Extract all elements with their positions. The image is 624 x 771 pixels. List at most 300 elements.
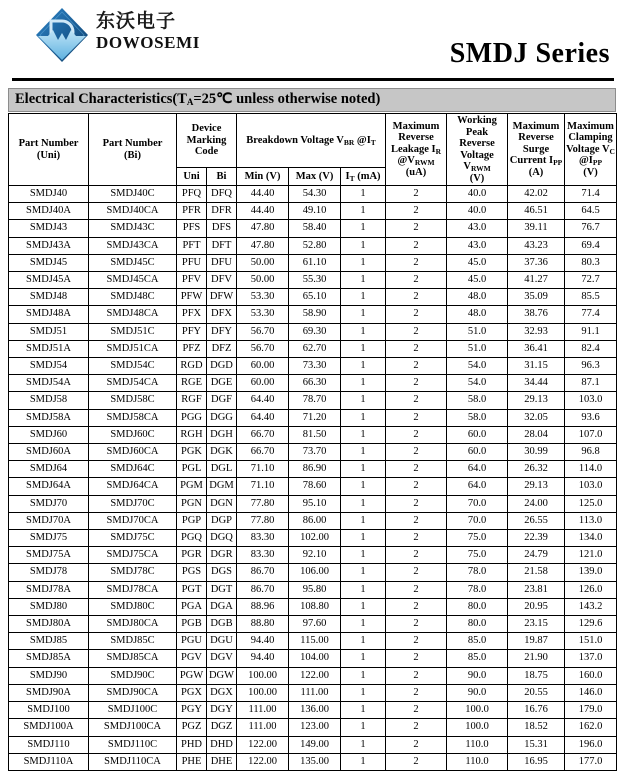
- cell-clamping-voltage: 151.0: [565, 633, 617, 650]
- cell-part-number-bi: SMDJ45C: [89, 254, 177, 271]
- cell-breakdown-min: 44.40: [237, 186, 289, 203]
- cell-surge-current: 34.44: [508, 375, 565, 392]
- cell-part-number-uni: SMDJ110A: [9, 753, 89, 770]
- cell-clamping-voltage: 107.0: [565, 426, 617, 443]
- cell-marking-bi: DGB: [207, 616, 237, 633]
- cell-working-voltage: 64.0: [447, 461, 508, 478]
- cell-marking-bi: DGE: [207, 375, 237, 392]
- cell-clamping-voltage: 69.4: [565, 237, 617, 254]
- cell-part-number-uni: SMDJ90: [9, 667, 89, 684]
- cell-part-number-uni: SMDJ100A: [9, 719, 89, 736]
- col-marking-line3: Code: [194, 146, 219, 158]
- cell-marking-uni: PHD: [177, 736, 207, 753]
- cell-test-current: 1: [341, 547, 386, 564]
- col-vc-line3: Voltage $V_C$: [566, 143, 615, 156]
- cell-breakdown-max: 73.30: [289, 358, 341, 375]
- cell-marking-uni: PGT: [177, 581, 207, 598]
- cell-surge-current: 42.02: [508, 186, 565, 203]
- header-divider: [12, 78, 614, 81]
- cell-marking-uni: PGY: [177, 702, 207, 719]
- table-row: [9, 409, 617, 426]
- cell-marking-uni: RGD: [177, 358, 207, 375]
- cell-marking-bi: DGM: [207, 478, 237, 495]
- cell-part-number-uni: SMDJ60A: [9, 444, 89, 461]
- cell-working-voltage: 80.0: [447, 598, 508, 615]
- cell-reverse-leakage: 2: [386, 186, 447, 203]
- col-device-marking-code: [177, 114, 237, 168]
- cell-working-voltage: 75.0: [447, 547, 508, 564]
- cell-test-current: 1: [341, 375, 386, 392]
- cell-part-number-bi: SMDJ75CA: [89, 547, 177, 564]
- cell-test-current: 1: [341, 736, 386, 753]
- cell-breakdown-min: 86.70: [237, 564, 289, 581]
- cell-marking-bi: DGU: [207, 633, 237, 650]
- cell-part-number-bi: SMDJ43C: [89, 220, 177, 237]
- cell-working-voltage: 45.0: [447, 272, 508, 289]
- header-row-main: [9, 114, 617, 168]
- cell-surge-current: 16.76: [508, 702, 565, 719]
- cell-reverse-leakage: 2: [386, 753, 447, 770]
- cell-clamping-voltage: 80.3: [565, 254, 617, 271]
- table-row: [9, 272, 617, 289]
- cell-part-number-uni: SMDJ43A: [9, 237, 89, 254]
- cell-part-number-bi: SMDJ85C: [89, 633, 177, 650]
- cell-breakdown-max: 115.00: [289, 633, 341, 650]
- cell-part-number-bi: SMDJ60CA: [89, 444, 177, 461]
- cell-marking-bi: DFR: [207, 203, 237, 220]
- section-title-suffix: =25℃ unless otherwise noted): [193, 91, 381, 107]
- table-row: [9, 512, 617, 529]
- col-vc-line2: Clamping: [568, 132, 613, 144]
- cell-working-voltage: 78.0: [447, 564, 508, 581]
- cell-part-number-bi: SMDJ51CA: [89, 340, 177, 357]
- table-row: [9, 444, 617, 461]
- cell-working-voltage: 110.0: [447, 753, 508, 770]
- cell-part-number-uni: SMDJ60: [9, 426, 89, 443]
- cell-working-voltage: 58.0: [447, 409, 508, 426]
- cell-marking-bi: DGT: [207, 581, 237, 598]
- cell-test-current: 1: [341, 323, 386, 340]
- col-vrwm-line3: Voltage: [460, 149, 494, 161]
- col-part-number-bi: [89, 114, 177, 186]
- cell-surge-current: 15.31: [508, 736, 565, 753]
- cell-test-current: 1: [341, 358, 386, 375]
- cell-clamping-voltage: 196.0: [565, 736, 617, 753]
- cell-marking-bi: DGF: [207, 392, 237, 409]
- cell-marking-uni: PFU: [177, 254, 207, 271]
- cell-breakdown-max: 86.00: [289, 512, 341, 529]
- cell-part-number-uni: SMDJ78A: [9, 581, 89, 598]
- page-header: [0, 0, 624, 84]
- cell-part-number-uni: SMDJ45: [9, 254, 89, 271]
- col-breakdown-text: Breakdown Voltage V: [246, 134, 344, 146]
- cell-part-number-uni: SMDJ40A: [9, 203, 89, 220]
- cell-working-voltage: 90.0: [447, 684, 508, 701]
- cell-test-current: 1: [341, 478, 386, 495]
- cell-working-voltage: 45.0: [447, 254, 508, 271]
- col-marking-line1: Device: [191, 123, 222, 135]
- brand-name-cn: 东沃电子: [96, 10, 177, 32]
- cell-surge-current: 29.13: [508, 478, 565, 495]
- cell-part-number-bi: SMDJ40C: [89, 186, 177, 203]
- cell-reverse-leakage: 2: [386, 254, 447, 271]
- col-vc-line5: (V): [583, 166, 598, 178]
- table-row: [9, 254, 617, 271]
- cell-marking-uni: PGV: [177, 650, 207, 667]
- cell-test-current: 1: [341, 272, 386, 289]
- cell-part-number-uni: SMDJ51: [9, 323, 89, 340]
- cell-surge-current: 39.11: [508, 220, 565, 237]
- cell-part-number-bi: SMDJ100C: [89, 702, 177, 719]
- cell-surge-current: 41.27: [508, 272, 565, 289]
- cell-reverse-leakage: 2: [386, 444, 447, 461]
- electrical-characteristics-table: [8, 113, 617, 771]
- cell-clamping-voltage: 64.5: [565, 203, 617, 220]
- cell-breakdown-min: 88.96: [237, 598, 289, 615]
- cell-marking-uni: PGB: [177, 616, 207, 633]
- cell-reverse-leakage: 2: [386, 598, 447, 615]
- cell-part-number-uni: SMDJ43: [9, 220, 89, 237]
- cell-reverse-leakage: 2: [386, 495, 447, 512]
- cell-marking-bi: DGZ: [207, 719, 237, 736]
- cell-marking-bi: DGA: [207, 598, 237, 615]
- col-leak-line5: (uA): [405, 166, 427, 178]
- cell-working-voltage: 40.0: [447, 203, 508, 220]
- cell-working-voltage: 70.0: [447, 512, 508, 529]
- cell-test-current: 1: [341, 684, 386, 701]
- cell-working-voltage: 80.0: [447, 616, 508, 633]
- page-title: SMDJ Series: [449, 38, 610, 69]
- cell-marking-uni: PGZ: [177, 719, 207, 736]
- cell-test-current: 1: [341, 203, 386, 220]
- cell-part-number-uni: SMDJ85A: [9, 650, 89, 667]
- cell-part-number-uni: SMDJ70A: [9, 512, 89, 529]
- cell-breakdown-min: 53.30: [237, 306, 289, 323]
- cell-breakdown-max: 92.10: [289, 547, 341, 564]
- subcol-marking-bi: Bi: [207, 168, 237, 186]
- cell-clamping-voltage: 137.0: [565, 650, 617, 667]
- cell-clamping-voltage: 129.6: [565, 616, 617, 633]
- cell-breakdown-max: 81.50: [289, 426, 341, 443]
- cell-reverse-leakage: 2: [386, 237, 447, 254]
- table-row: [9, 598, 617, 615]
- cell-part-number-uni: SMDJ75: [9, 530, 89, 547]
- cell-part-number-uni: SMDJ54: [9, 358, 89, 375]
- cell-working-voltage: 51.0: [447, 340, 508, 357]
- table-row: [9, 616, 617, 633]
- cell-part-number-bi: SMDJ110C: [89, 736, 177, 753]
- cell-surge-current: 38.76: [508, 306, 565, 323]
- table-row: [9, 461, 617, 478]
- cell-clamping-voltage: 139.0: [565, 564, 617, 581]
- cell-clamping-voltage: 91.1: [565, 323, 617, 340]
- cell-marking-bi: DFX: [207, 306, 237, 323]
- cell-test-current: 1: [341, 530, 386, 547]
- cell-test-current: 1: [341, 392, 386, 409]
- cell-marking-bi: DFS: [207, 220, 237, 237]
- cell-breakdown-min: 47.80: [237, 220, 289, 237]
- cell-working-voltage: 43.0: [447, 237, 508, 254]
- cell-clamping-voltage: 160.0: [565, 667, 617, 684]
- cell-marking-uni: PGQ: [177, 530, 207, 547]
- cell-marking-bi: DGP: [207, 512, 237, 529]
- table-row: [9, 702, 617, 719]
- cell-part-number-bi: SMDJ48CA: [89, 306, 177, 323]
- cell-reverse-leakage: 2: [386, 358, 447, 375]
- cell-clamping-voltage: 87.1: [565, 375, 617, 392]
- col-breakdown-at: @I: [356, 134, 371, 146]
- cell-marking-uni: PGM: [177, 478, 207, 495]
- cell-breakdown-max: 95.10: [289, 495, 341, 512]
- cell-surge-current: 24.00: [508, 495, 565, 512]
- cell-surge-current: 20.55: [508, 684, 565, 701]
- cell-breakdown-max: 102.00: [289, 530, 341, 547]
- cell-surge-current: 21.90: [508, 650, 565, 667]
- col-ipp-line1: Maximum: [512, 120, 560, 132]
- cell-part-number-bi: SMDJ90CA: [89, 684, 177, 701]
- cell-reverse-leakage: 2: [386, 530, 447, 547]
- cell-part-number-bi: SMDJ60C: [89, 426, 177, 443]
- cell-breakdown-max: 136.00: [289, 702, 341, 719]
- cell-test-current: 1: [341, 186, 386, 203]
- cell-breakdown-max: 86.90: [289, 461, 341, 478]
- cell-breakdown-min: 77.80: [237, 512, 289, 529]
- cell-reverse-leakage: 2: [386, 633, 447, 650]
- cell-part-number-uni: SMDJ48A: [9, 306, 89, 323]
- cell-test-current: 1: [341, 254, 386, 271]
- col-leak-line4: $@V_{RWM}$: [397, 155, 435, 168]
- cell-breakdown-max: 108.80: [289, 598, 341, 615]
- cell-part-number-bi: SMDJ78CA: [89, 581, 177, 598]
- cell-test-current: 1: [341, 426, 386, 443]
- table-row: [9, 753, 617, 770]
- cell-working-voltage: 48.0: [447, 289, 508, 306]
- table-row: [9, 564, 617, 581]
- cell-breakdown-max: 122.00: [289, 667, 341, 684]
- cell-surge-current: 20.95: [508, 598, 565, 615]
- cell-clamping-voltage: 96.3: [565, 358, 617, 375]
- table-row: [9, 237, 617, 254]
- cell-test-current: 1: [341, 598, 386, 615]
- cell-test-current: 1: [341, 340, 386, 357]
- cell-part-number-bi: SMDJ43CA: [89, 237, 177, 254]
- cell-breakdown-min: 122.00: [237, 753, 289, 770]
- cell-marking-bi: DGR: [207, 547, 237, 564]
- cell-marking-uni: PGU: [177, 633, 207, 650]
- table-row: [9, 547, 617, 564]
- cell-surge-current: 22.39: [508, 530, 565, 547]
- col-marking-line2: Marking: [186, 134, 227, 146]
- cell-reverse-leakage: 2: [386, 547, 447, 564]
- cell-reverse-leakage: 2: [386, 512, 447, 529]
- cell-working-voltage: 75.0: [447, 530, 508, 547]
- cell-reverse-leakage: 2: [386, 426, 447, 443]
- cell-marking-bi: DFT: [207, 237, 237, 254]
- cell-breakdown-min: 122.00: [237, 736, 289, 753]
- cell-part-number-uni: SMDJ54A: [9, 375, 89, 392]
- electrical-characteristics-table-wrap: [8, 113, 616, 771]
- cell-breakdown-min: 83.30: [237, 530, 289, 547]
- cell-test-current: 1: [341, 237, 386, 254]
- cell-reverse-leakage: 2: [386, 581, 447, 598]
- cell-surge-current: 43.23: [508, 237, 565, 254]
- cell-clamping-voltage: 126.0: [565, 581, 617, 598]
- subcol-breakdown-max: Max (V): [289, 168, 341, 186]
- table-body: [9, 186, 617, 771]
- brand-logo: [34, 6, 200, 64]
- cell-part-number-bi: SMDJ78C: [89, 564, 177, 581]
- cell-surge-current: 37.36: [508, 254, 565, 271]
- cell-test-current: 1: [341, 512, 386, 529]
- table-row: [9, 340, 617, 357]
- cell-part-number-uni: SMDJ80A: [9, 616, 89, 633]
- cell-surge-current: 31.15: [508, 358, 565, 375]
- cell-reverse-leakage: 2: [386, 684, 447, 701]
- col-ipp-line4: Current $I_{PP}$: [509, 155, 563, 168]
- table-row: [9, 650, 617, 667]
- cell-clamping-voltage: 121.0: [565, 547, 617, 564]
- cell-marking-uni: PGL: [177, 461, 207, 478]
- col-max-reverse-leakage: [386, 114, 447, 186]
- cell-marking-bi: DGH: [207, 426, 237, 443]
- cell-part-number-bi: SMDJ54CA: [89, 375, 177, 392]
- cell-breakdown-max: 135.00: [289, 753, 341, 770]
- cell-breakdown-max: 95.80: [289, 581, 341, 598]
- cell-breakdown-min: 100.00: [237, 667, 289, 684]
- cell-test-current: 1: [341, 220, 386, 237]
- cell-part-number-bi: SMDJ45CA: [89, 272, 177, 289]
- cell-reverse-leakage: 2: [386, 616, 447, 633]
- cell-breakdown-min: 56.70: [237, 340, 289, 357]
- cell-part-number-bi: SMDJ48C: [89, 289, 177, 306]
- col-breakdown-sub: BR: [343, 137, 355, 147]
- cell-clamping-voltage: 76.7: [565, 220, 617, 237]
- cell-breakdown-min: 60.00: [237, 358, 289, 375]
- cell-clamping-voltage: 82.4: [565, 340, 617, 357]
- cell-part-number-bi: SMDJ90C: [89, 667, 177, 684]
- cell-surge-current: 26.55: [508, 512, 565, 529]
- cell-marking-bi: DGL: [207, 461, 237, 478]
- col-leak-line1: Maximum: [392, 120, 440, 132]
- col-vrwm-line4: $V_{RWM}$: [463, 161, 491, 173]
- section-title-sub: A: [186, 97, 194, 107]
- cell-marking-bi: DFQ: [207, 186, 237, 203]
- cell-clamping-voltage: 179.0: [565, 702, 617, 719]
- table-row: [9, 719, 617, 736]
- cell-working-voltage: 90.0: [447, 667, 508, 684]
- cell-surge-current: 19.87: [508, 633, 565, 650]
- cell-marking-bi: DGN: [207, 495, 237, 512]
- cell-marking-uni: PFV: [177, 272, 207, 289]
- cell-test-current: 1: [341, 495, 386, 512]
- table-row: [9, 306, 617, 323]
- cell-working-voltage: 48.0: [447, 306, 508, 323]
- cell-clamping-voltage: 93.6: [565, 409, 617, 426]
- cell-part-number-bi: SMDJ75C: [89, 530, 177, 547]
- cell-part-number-bi: SMDJ70C: [89, 495, 177, 512]
- cell-breakdown-min: 94.40: [237, 650, 289, 667]
- cell-clamping-voltage: 77.4: [565, 306, 617, 323]
- col-breakdown-at-sub: T: [370, 137, 376, 147]
- cell-reverse-leakage: 2: [386, 392, 447, 409]
- col-vrwm-line1: Working: [457, 115, 497, 126]
- cell-marking-uni: PGN: [177, 495, 207, 512]
- cell-surge-current: 23.81: [508, 581, 565, 598]
- cell-marking-bi: DHE: [207, 753, 237, 770]
- cell-marking-uni: PGK: [177, 444, 207, 461]
- cell-part-number-uni: SMDJ100: [9, 702, 89, 719]
- cell-marking-bi: DGS: [207, 564, 237, 581]
- cell-breakdown-min: 94.40: [237, 633, 289, 650]
- cell-breakdown-max: 62.70: [289, 340, 341, 357]
- cell-clamping-voltage: 114.0: [565, 461, 617, 478]
- cell-part-number-bi: SMDJ40CA: [89, 203, 177, 220]
- cell-surge-current: 16.95: [508, 753, 565, 770]
- cell-marking-uni: PFR: [177, 203, 207, 220]
- cell-surge-current: 28.04: [508, 426, 565, 443]
- cell-working-voltage: 100.0: [447, 702, 508, 719]
- cell-reverse-leakage: 2: [386, 220, 447, 237]
- cell-breakdown-max: 65.10: [289, 289, 341, 306]
- cell-breakdown-min: 71.10: [237, 478, 289, 495]
- col-part-bi-line1: Part Number: [102, 138, 163, 149]
- col-max-clamping-voltage: [565, 114, 617, 186]
- cell-test-current: 1: [341, 581, 386, 598]
- table-row: [9, 530, 617, 547]
- cell-surge-current: 35.09: [508, 289, 565, 306]
- cell-surge-current: 36.41: [508, 340, 565, 357]
- cell-surge-current: 26.32: [508, 461, 565, 478]
- cell-breakdown-max: 54.30: [289, 186, 341, 203]
- cell-reverse-leakage: 2: [386, 340, 447, 357]
- cell-marking-bi: DFY: [207, 323, 237, 340]
- cell-breakdown-max: 106.00: [289, 564, 341, 581]
- cell-reverse-leakage: 2: [386, 667, 447, 684]
- cell-test-current: 1: [341, 719, 386, 736]
- cell-surge-current: 32.93: [508, 323, 565, 340]
- cell-marking-uni: PFW: [177, 289, 207, 306]
- cell-breakdown-max: 111.00: [289, 684, 341, 701]
- cell-part-number-uni: SMDJ45A: [9, 272, 89, 289]
- cell-marking-uni: PGP: [177, 512, 207, 529]
- cell-reverse-leakage: 2: [386, 461, 447, 478]
- cell-part-number-bi: SMDJ51C: [89, 323, 177, 340]
- table-row: [9, 426, 617, 443]
- col-part-uni-line1: Part Number: [18, 138, 79, 149]
- cell-marking-bi: DGQ: [207, 530, 237, 547]
- cell-test-current: 1: [341, 306, 386, 323]
- cell-reverse-leakage: 2: [386, 478, 447, 495]
- cell-part-number-bi: SMDJ100CA: [89, 719, 177, 736]
- cell-marking-uni: PGX: [177, 684, 207, 701]
- cell-clamping-voltage: 162.0: [565, 719, 617, 736]
- cell-part-number-bi: SMDJ54C: [89, 358, 177, 375]
- cell-breakdown-min: 88.80: [237, 616, 289, 633]
- cell-breakdown-min: 64.40: [237, 392, 289, 409]
- col-ipp-line5: (A): [528, 166, 544, 178]
- cell-marking-bi: DGV: [207, 650, 237, 667]
- table-row: [9, 684, 617, 701]
- cell-part-number-uni: SMDJ64: [9, 461, 89, 478]
- table-row: [9, 203, 617, 220]
- cell-breakdown-max: 58.40: [289, 220, 341, 237]
- cell-marking-uni: PGS: [177, 564, 207, 581]
- table-row: [9, 289, 617, 306]
- cell-marking-bi: DFW: [207, 289, 237, 306]
- col-part-bi-line2: (Bi): [124, 149, 141, 161]
- cell-marking-uni: RGE: [177, 375, 207, 392]
- cell-breakdown-min: 83.30: [237, 547, 289, 564]
